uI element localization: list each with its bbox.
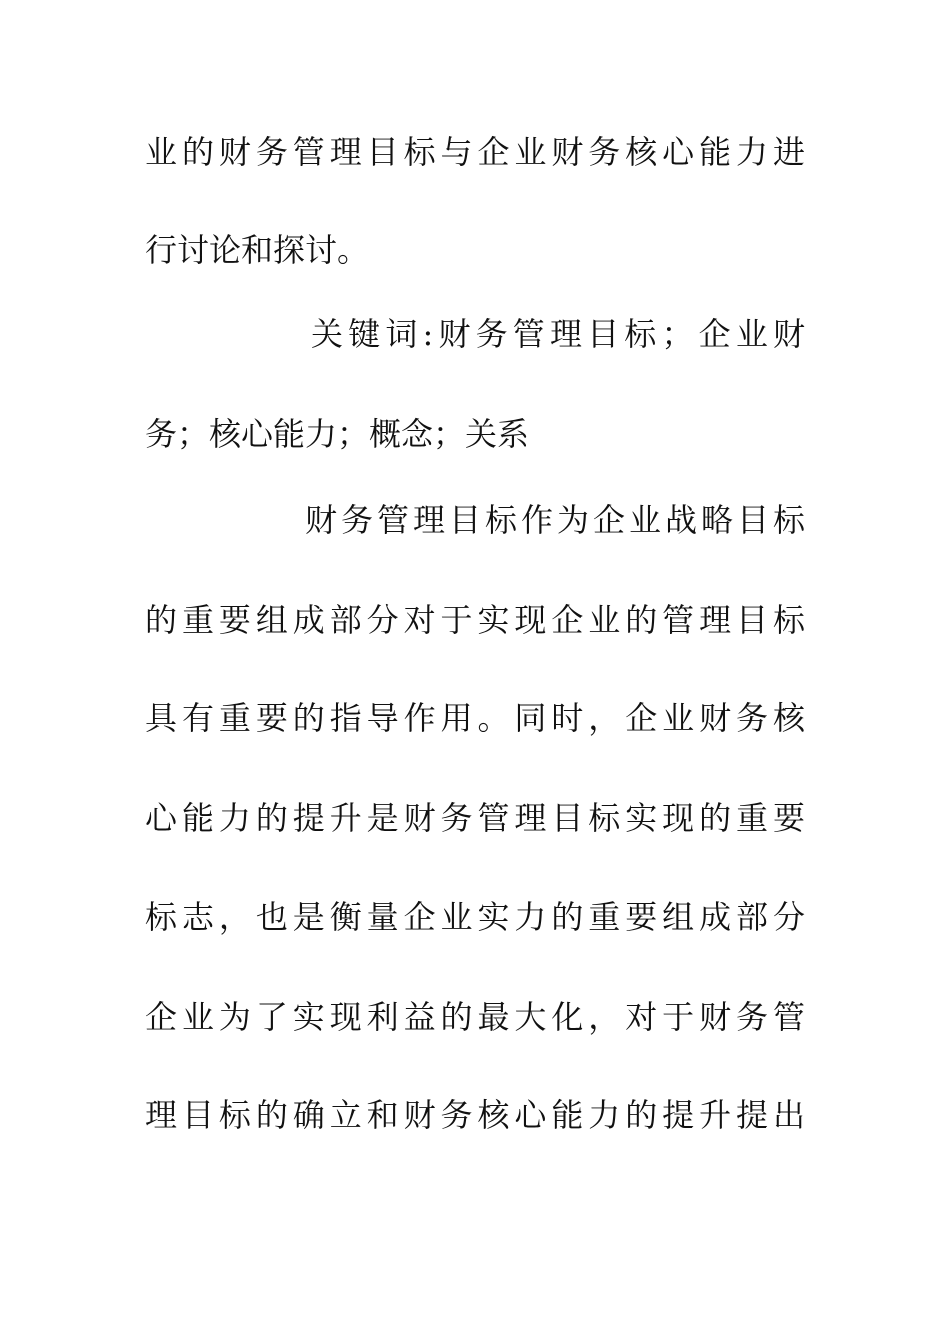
text-line: 心能力的提升是财务管理目标实现的重要	[145, 799, 805, 837]
text-line: 行讨论和探讨。	[145, 231, 370, 269]
text-line: 企业为了实现利益的最大化，对于财务管	[145, 998, 805, 1036]
text-line: 财务管理目标作为企业战略目标	[305, 501, 805, 539]
text-line: 的重要组成部分对于实现企业的管理目标	[145, 601, 805, 639]
keywords-line: 务；核心能力；概念；关系	[145, 415, 530, 453]
text-line: 理目标的确立和财务核心能力的提升提出	[145, 1096, 805, 1134]
keywords-line: 关键词:财务管理目标；企业财	[311, 315, 805, 353]
text-line: 具有重要的指导作用。同时，企业财务核	[145, 699, 805, 737]
text-line: 业的财务管理目标与企业财务核心能力进	[145, 133, 805, 171]
text-line: 标志，也是衡量企业实力的重要组成部分	[145, 898, 805, 936]
